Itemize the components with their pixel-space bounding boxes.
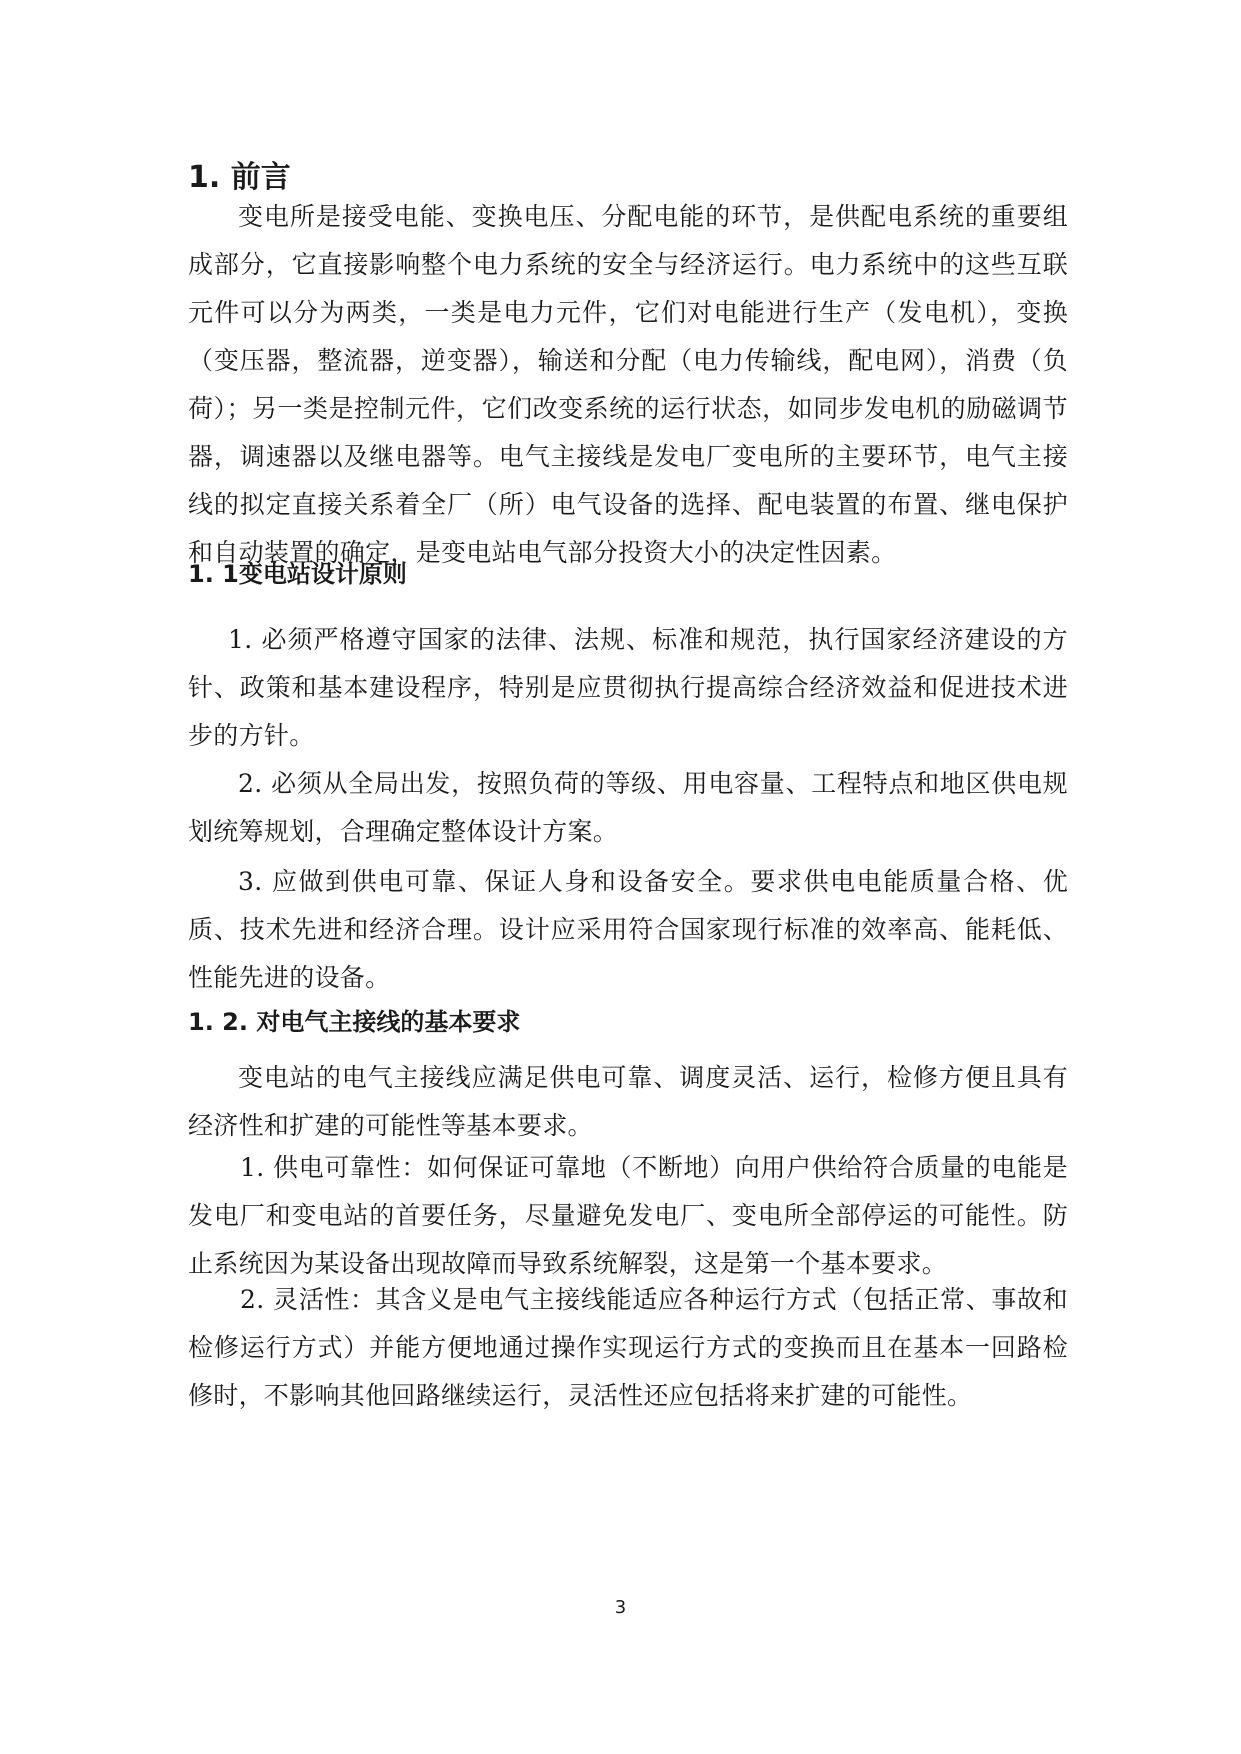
requirement-item-flexibility: 2. 灵活性：其含义是电气主接线能适应各种运行方式（包括正常、事故和检修运行方式）并能方便地通过操作实现运行方式的变换而且在基本一回路检修时，不影响其他回路继续运行，灵活性还应包括将来扩建的可能性。 [188, 1285, 1068, 1410]
section-heading-basic-requirements: 1. 2. 对电气主接线的基本要求 [188, 1008, 521, 1036]
principle-item-3: 3. 应做到供电可靠、保证人身和设备安全。要求供电电能质量合格、优质、技术先进和经济合理。设计应采用符合国家现行标准的效率高、能耗低、性能先进的设备。 [188, 867, 1068, 992]
section-heading-preface: 1. 前言 [188, 160, 291, 195]
section-heading-design-principles: 1. 1变电站设计原则 [188, 560, 407, 588]
principle-item-1: 1. 必须严格遵守国家的法律、法规、标准和规范，执行国家经济建设的方针、政策和基本建设程序，特别是应贯彻执行提高综合经济效益和促进技术进步的方针。 [188, 625, 1068, 750]
requirements-intro-paragraph: 变电站的电气主接线应满足供电可靠、调度灵活、运行，检修方便且具有经济性和扩建的可能性等基本要求。 [188, 1063, 1068, 1140]
requirement-item-reliability: 1. 供电可靠性：如何保证可靠地（不断地）向用户供给符合质量的电能是发电厂和变电站的首要任务，尽量避免发电厂、变电所全部停运的可能性。防止系统因为某设备出现故障而导致系统解裂，这是第一个基本要求。 [188, 1153, 1068, 1278]
preface-paragraph: 变电所是接受电能、变换电压、分配电能的环节，是供配电系统的重要组成部分，它直接影响整个电力系统的安全与经济运行。电力系统中的这些互联元件可以分为两类，一类是电力元件，它们对电能进行生产（发电机），变换（变压器，整流器，逆变器），输送和分配（电力传输线，配电网），消费（负荷）；另一类是控制元件，它们改变系统的运行状态，如同步发电机的励磁调节器，调速器以及继电器等。电气主接线是发电厂变电所的主要环节，电气主接线的拟定直接关系着全厂（所）电气设备的选择、配电装置的布置、继电保护和自动装置的确定，是变电站电气部分投资大小的决定性因素。 [188, 202, 1068, 567]
principle-item-2: 2. 必须从全局出发，按照负荷的等级、用电容量、工程特点和地区供电规划统筹规划，合理确定整体设计方案。 [188, 769, 1068, 846]
page-number: 3 [614, 1597, 627, 1618]
